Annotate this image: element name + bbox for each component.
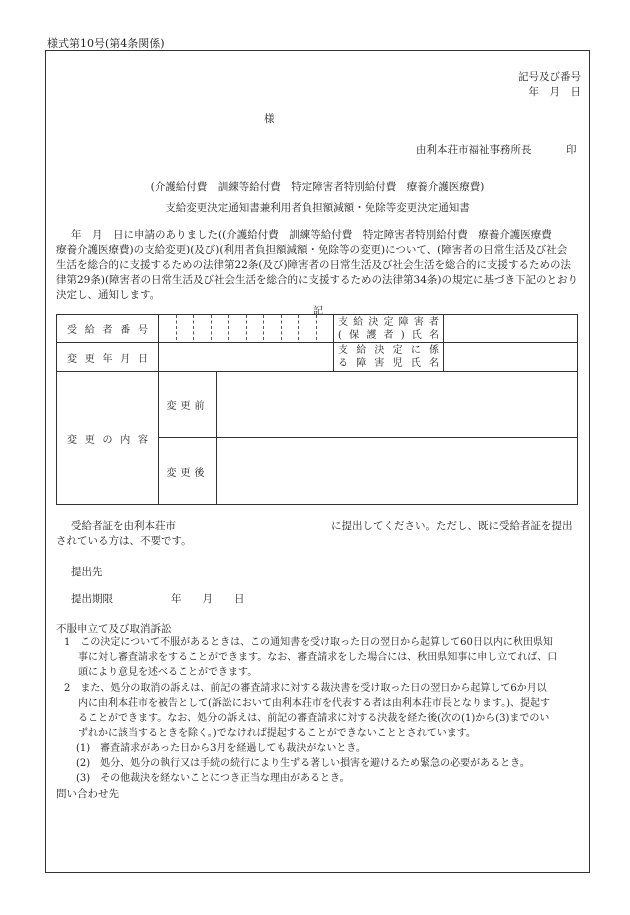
record-number-label: 記号及び番号: [518, 71, 581, 83]
appeal-line: 内に由利本荘市を被告として(訴訟において由利本荘市を代表する者は由利本荘市長となります。)、提起す: [78, 698, 551, 709]
decided-person-label: [334, 315, 444, 343]
label-line: 支給決定障害者: [338, 316, 440, 328]
body-line: 生活を総合的に支援するための法律第22条(及び)障害者の日常生活及び社会生活を総合的に支援するための法: [56, 259, 572, 271]
submission-deadline-label: 提出期限: [71, 593, 113, 605]
notice-document-frame: [45, 50, 590, 873]
seal-mark: 印: [566, 144, 577, 156]
contact-label: 問い合わせ先: [56, 788, 119, 800]
appeal-line: 事に対し審査請求をすることができます。なお、審査請求をした場合には、秋田県知事に申し立てれば、口: [78, 652, 558, 663]
appeal-line: 1 この決定について不服があるときは、この通知書を受け取った日の翌日から起算して60日以内に秋田県知: [64, 637, 553, 648]
body-line: 決定し、通知します。: [56, 289, 161, 301]
notice-title: 支給変更決定通知書兼利用者負担額減額・免除等変更決定通知書: [165, 202, 470, 214]
decided-person-name-field[interactable]: [444, 315, 578, 343]
appeal-sub-items: [76, 741, 584, 786]
child-name-label: [334, 343, 444, 372]
form-number: 様式第10号(第4条関係): [47, 37, 165, 50]
label-line: (保護者)氏名: [338, 329, 440, 341]
submission-deadline-date: 年 月 日: [171, 593, 245, 605]
ki-label: 記: [313, 306, 323, 317]
submission-text-line2: されている方は、不要です。: [56, 535, 192, 547]
appeal-line: ることができます。なお、処分の訴えは、前記の審査請求に対する決裁を経た後(次の(1)から(3)までのい: [78, 713, 550, 724]
change-date-field[interactable]: [159, 343, 334, 372]
recipient-number-field[interactable]: [159, 315, 334, 343]
recipient-number-label: 受給者番号: [57, 315, 159, 343]
change-date-label: 変更年月日: [57, 343, 159, 372]
body-line: 年 月 日に申請のありました((介護給付費 訓練等給付費 特定障害者特別給付費 療養介護医療費: [71, 229, 552, 241]
appeal-sub-item: (2) 処分、処分の執行又は手続の続行により生ずる著しい損害を避けるため緊急の必要があるとき。: [76, 758, 530, 769]
change-content-label: 変更の内容: [57, 372, 159, 505]
appeal-heading: 不服申立て及び取消訴訟: [56, 623, 172, 635]
body-line: 療養介護医療費)の支給変更)(及び)(利用者負担額減額・免除等の変更)について、(障害者の日常生活及び社会: [56, 244, 568, 256]
issuer-name: 由利本荘市福祉事務所長: [416, 144, 532, 156]
after-change-label: 変更後: [159, 438, 217, 505]
submission-text-part2: に提出してください。ただし、既に受給者証を提出: [331, 520, 573, 532]
issue-date: 年 月 日: [528, 86, 581, 98]
appeal-line: ずれかに該当するときを除く。)でなければ提起することができないこととされています。: [78, 728, 476, 739]
label-line: る障害児氏名: [338, 358, 440, 369]
appeal-item-1: [64, 635, 584, 680]
after-change-field[interactable]: [217, 438, 578, 505]
appeal-line: 頭により意見を述べることができます。: [78, 667, 258, 678]
decision-body-text: [56, 228, 586, 303]
submission-destination-label: 提出先: [71, 566, 103, 578]
appeal-sub-item: (3) その他裁決を経ないことにつき正当な理由があるとき。: [76, 773, 350, 784]
submission-text-part1: 受給者証を由利本荘市: [71, 520, 176, 532]
decision-details-table: [56, 314, 578, 505]
appeal-sub-item: (1) 審査請求があった日から3月を経過しても裁決がないとき。: [76, 743, 367, 754]
before-change-label: 変更前: [159, 372, 217, 438]
benefit-types-title: (介護給付費 訓練等給付費 特定障害者特別給付費 療養介護医療費): [150, 181, 485, 193]
addressee-suffix: 様: [264, 113, 275, 125]
label-line: 支給決定に係: [338, 345, 440, 356]
appeal-line: 2 また、処分の取消の訴えは、前記の審査請求に対する裁決書を受け取った日の翌日から起算して6か月以: [64, 683, 547, 694]
body-line: 律第29条)(障害者の日常生活及び社会生活を総合的に支援するための法律第34条)の規定に基づき下記のとおり: [56, 274, 579, 286]
before-change-field[interactable]: [217, 372, 578, 438]
appeal-item-2: [64, 681, 584, 741]
child-name-field[interactable]: [444, 343, 578, 372]
